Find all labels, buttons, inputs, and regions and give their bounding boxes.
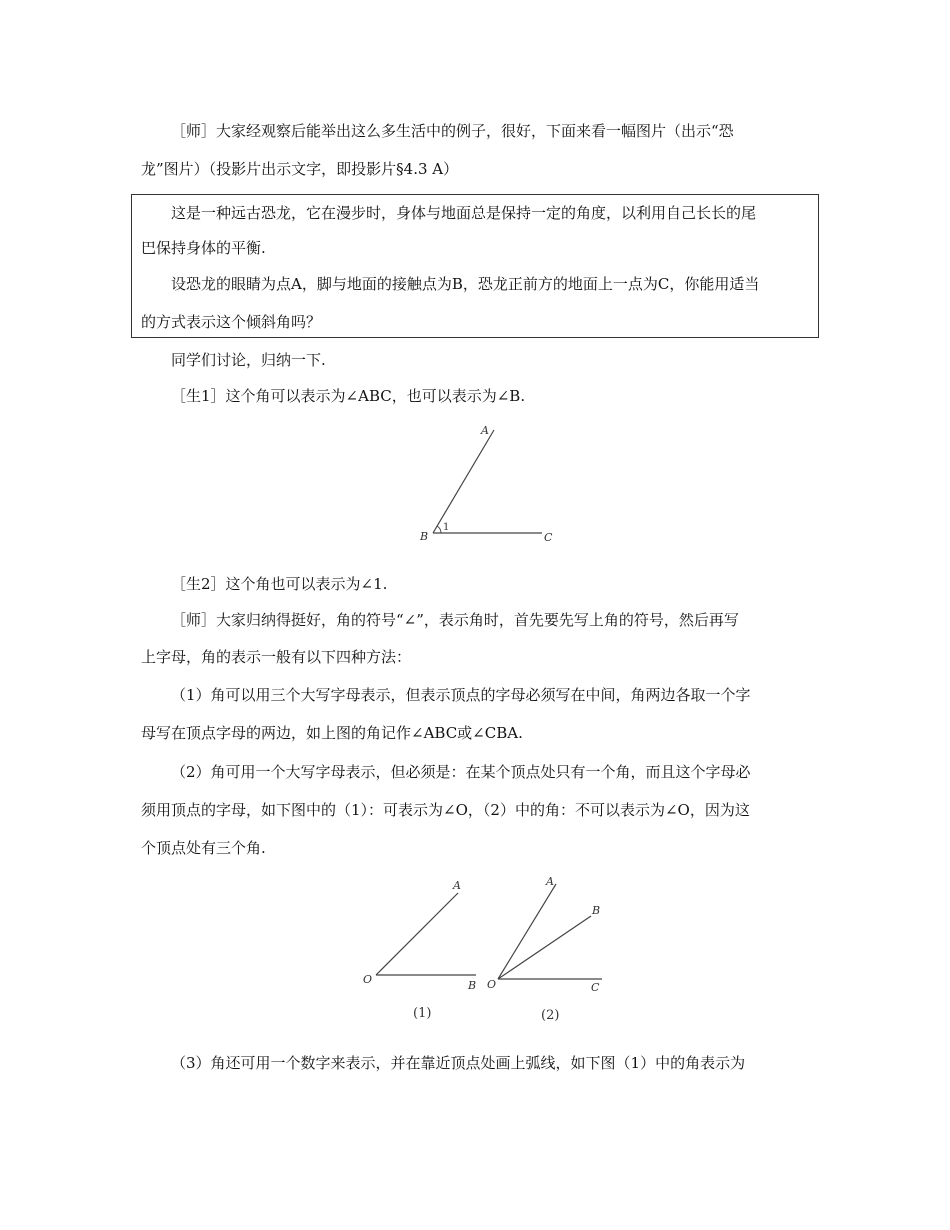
box-paragraph-1-line2: 巴保持身体的平衡. <box>141 239 266 257</box>
label-c-right: C <box>591 981 600 994</box>
label-1: 1 <box>443 522 450 533</box>
label-b-right: B <box>592 904 601 917</box>
method-1-line1: （1）角可以用三个大写字母表示，但表示顶点的字母必须写在中间，角两边各取一个字 <box>171 686 751 704</box>
label-a-right: A <box>546 875 554 888</box>
label-b-left: B <box>468 979 477 992</box>
paragraph-discussion: 同学们讨论，归纳一下. <box>171 351 326 369</box>
label-b: B <box>420 530 429 543</box>
paragraph-teacher-2-line2: 上字母，角的表示一般有以下四种方法： <box>141 648 412 666</box>
paragraph-student-1: ［生1］这个角可以表示为∠ABC，也可以表示为∠B. <box>171 387 526 405</box>
ray-oa-left <box>376 893 458 975</box>
method-2-line1: （2）角可用一个大写字母表示，但必须是：在某个顶点处只有一个角，而且这个字母必 <box>171 763 751 781</box>
figure-2-right <box>487 875 602 1023</box>
figure-angles-o <box>355 872 615 1027</box>
angle-arc <box>437 526 441 533</box>
label-o-left: O <box>363 973 373 986</box>
paragraph-student-2: ［生2］这个角也可以表示为∠1. <box>171 575 388 593</box>
figure-2-left <box>363 879 476 1021</box>
box-paragraph-1-line1: 这是一种远古恐龙，它在漫步时，身体与地面总是保持一定的角度，以利用自己长长的尾 <box>171 204 757 222</box>
label-a: A <box>481 424 489 437</box>
caption-1: (1) <box>413 1006 432 1021</box>
box-paragraph-2-line2: 的方式表示这个倾斜角吗？ <box>141 313 322 331</box>
ray-oa-right <box>498 884 556 979</box>
method-2-line2: 须用顶点的字母，如下图中的（1）：可表示为∠O，（2）中的角：不可以表示为∠O，因为这 <box>141 801 750 819</box>
paragraph-teacher-1-line2: 龙”图片）（投影片出示文字，即投影片§4.3 A） <box>141 160 459 178</box>
ray-ba <box>433 430 494 533</box>
paragraph-teacher-1-line1: ［师］大家经观察后能举出这么多生活中的例子，很好，下面来看一幅图片（出示“恐 <box>171 122 734 140</box>
label-c: C <box>544 531 553 544</box>
box-paragraph-2-line1: 设恐龙的眼睛为点A，脚与地面的接触点为B，恐龙正前方的地面上一点为C，你能用适当 <box>171 275 760 293</box>
ray-ob-right <box>498 916 591 979</box>
method-3-line1: （3）角还可用一个数字来表示，并在靠近顶点处画上弧线，如下图（1）中的角表示为 <box>171 1054 746 1072</box>
label-a-left: A <box>453 879 461 892</box>
figure-angle-abc <box>410 418 570 552</box>
method-1-line2: 母写在顶点字母的两边，如上图的角记作∠ABC或∠CBA. <box>141 724 523 742</box>
method-2-line3: 个顶点处有三个角. <box>141 839 266 857</box>
caption-2: (2) <box>541 1008 560 1023</box>
paragraph-teacher-2-line1: ［师］大家归纳得挺好，角的符号“∠”，表示角时，首先要先写上角的符号，然后再写 <box>171 611 739 629</box>
label-o-right: O <box>487 978 497 991</box>
